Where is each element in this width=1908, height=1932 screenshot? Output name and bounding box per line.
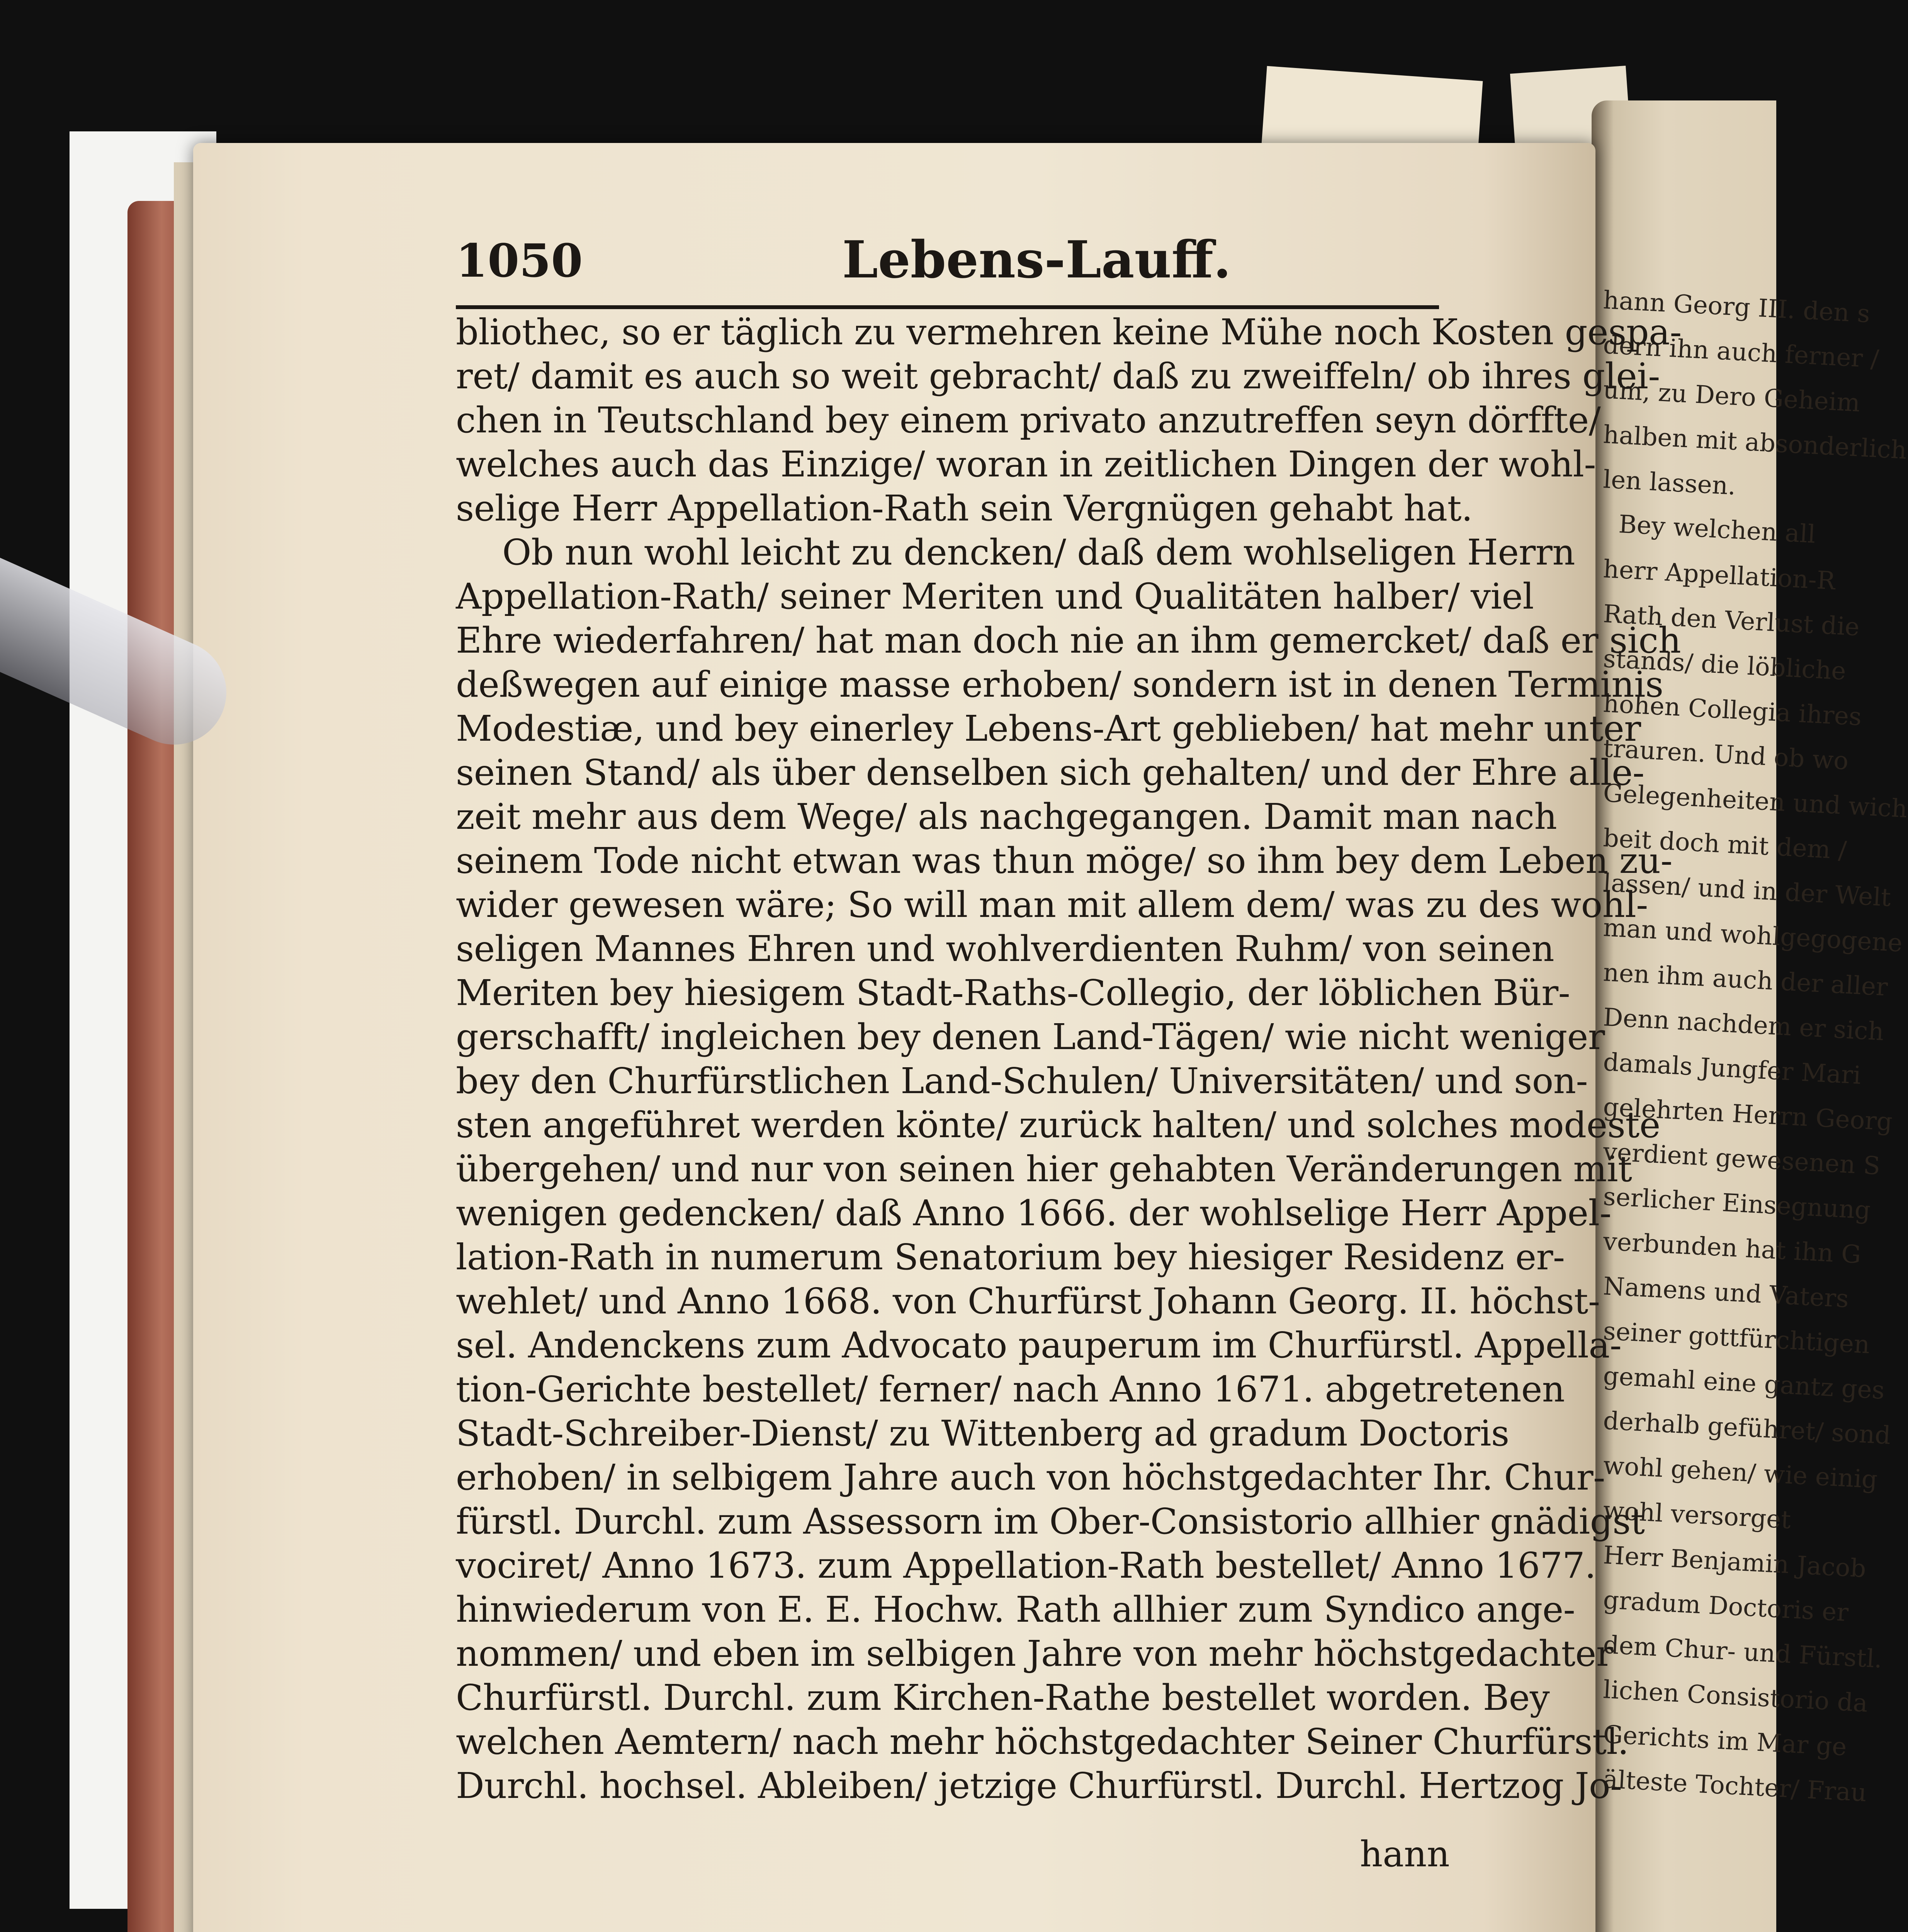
facing-text-line: Gelegenheiten und wich	[1602, 779, 1908, 824]
facing-text-line: stands/ die löbliche	[1602, 645, 1847, 686]
facing-text-line: Bey welchen all	[1618, 510, 1816, 549]
text-line: sten angeführet werden könte/ zurück halten/ und solches modeste	[456, 1104, 1660, 1146]
facing-text-line: wohl versorget	[1602, 1496, 1792, 1535]
facing-text-line: um, zu Dero Geheim	[1602, 376, 1861, 418]
page-number: 1050	[456, 234, 583, 287]
text-line: übergehen/ und nur von seinen hier gehabten Veränderungen mit	[456, 1148, 1632, 1190]
text-line: fürstl. Durchl. zum Assessorn im Ober-Consistorio allhier gnädigst	[456, 1501, 1645, 1542]
facing-text-line: man und wohlgegogene	[1602, 913, 1903, 958]
facing-text-line: serlicher Einsegnung	[1602, 1182, 1871, 1225]
facing-text-line: gradum Doctoris er	[1602, 1586, 1849, 1628]
running-head: Lebens-Lauff.	[842, 230, 1231, 290]
facing-text-line: hann Georg III. den s	[1602, 286, 1871, 329]
facing-text-line: dern ihn auch ferner /	[1602, 331, 1880, 374]
text-line: Ehre wiederfahren/ hat man doch nie an ihm gemercket/ daß er sich	[456, 620, 1681, 661]
text-line: bey den Churfürstlichen Land-Schulen/ Universitäten/ und son-	[456, 1060, 1588, 1102]
facing-text-line: Gerichts im Mar ge	[1602, 1720, 1848, 1762]
text-line: Appellation-Rath/ seiner Meriten und Qualitäten halber/ viel	[456, 576, 1534, 617]
facing-text-line: gelehrten Herrn Georg	[1602, 1093, 1893, 1137]
facing-text-line: seiner gottfürchtigen	[1602, 1317, 1871, 1360]
header-rule	[456, 305, 1439, 309]
facing-text-line: lassen/ und in der Welt	[1602, 869, 1892, 912]
facing-text-line: lichen Consistorio da	[1602, 1675, 1869, 1718]
text-line: tion-Gerichte bestellet/ ferner/ nach Anno 1671. abgetretenen	[456, 1369, 1565, 1410]
facing-text-line: wohl gehen/ wie einig	[1602, 1451, 1878, 1495]
text-line: deßwegen auf einige masse erhoben/ sondern ist in denen Terminis	[456, 664, 1663, 705]
text-line: seinem Tode nicht etwan was thun möge/ so ihm bey dem Leben zu-	[456, 840, 1672, 881]
text-line: welchen Aemtern/ nach mehr höchstgedachter Seiner Churfürstl.	[456, 1721, 1629, 1762]
facing-text-line: Rath den Verlust die	[1602, 600, 1860, 642]
facing-text-line: beit doch mit dem /	[1602, 824, 1848, 865]
facing-text-line: herr Appellation-R	[1602, 555, 1836, 596]
text-line: Stadt-Schreiber-Dienst/ zu Wittenberg ad gradum Doctoris	[456, 1413, 1509, 1454]
text-line: bliothec, so er täglich zu vermehren keine Mühe noch Kosten gespa-	[456, 311, 1682, 353]
text-line: Durchl. hochsel. Ableiben/ jetzige Churfürstl. Durchl. Hertzog Jo-	[456, 1765, 1622, 1806]
text-line: erhoben/ in selbigem Jahre auch von höchstgedachter Ihr. Chur-	[456, 1457, 1605, 1498]
facing-text-line: verdient gewesenen S	[1602, 1138, 1881, 1181]
text-line: wenigen gedencken/ daß Anno 1666. der wohlselige Herr Appel-	[456, 1192, 1611, 1234]
facing-text-line: älteste Tochter/ Frau	[1602, 1765, 1867, 1808]
text-line: selige Herr Appellation-Rath sein Vergnügen gehabt hat.	[456, 488, 1473, 529]
catchword: hann	[1360, 1833, 1450, 1875]
facing-text-line: derhalb geführet/ sond	[1602, 1406, 1892, 1450]
facing-text-line: verbunden hat ihn G	[1602, 1227, 1862, 1269]
facing-text-line: Herr Benjamin Jacob	[1602, 1541, 1867, 1583]
text-line: Modestiæ, und bey einerley Lebens-Art geblieben/ hat mehr unter	[456, 708, 1641, 749]
text-line: sel. Andenckens zum Advocato pauperum im Churfürstl. Appella-	[456, 1325, 1622, 1366]
text-line: zeit mehr aus dem Wege/ als nachgegangen. Damit man nach	[456, 796, 1557, 837]
text-line: lation-Rath in numerum Senatorium bey hiesiger Residenz er-	[456, 1236, 1565, 1278]
text-line: nommen/ und eben im selbigen Jahre von mehr höchstgedachter	[456, 1633, 1613, 1674]
facing-text-line: hohen Collegia ihres	[1602, 689, 1862, 731]
text-line: gerschafft/ ingleichen bey denen Land-Tägen/ wie nicht weniger	[456, 1016, 1605, 1058]
text-line: vociret/ Anno 1673. zum Appellation-Rath bestellet/ Anno 1677.	[456, 1545, 1596, 1586]
text-line: Meriten bey hiesigem Stadt-Raths-Collegio, der löblichen Bür-	[456, 972, 1570, 1014]
text-line: hinwiederum von E. E. Hochw. Rath allhier zum Syndico ange-	[456, 1589, 1575, 1630]
text-line: seinen Stand/ als über denselben sich gehalten/ und der Ehre alle-	[456, 752, 1645, 793]
page-header	[456, 226, 1429, 303]
text-line: wider gewesen wäre; So will man mit allem dem/ was zu des wohl-	[456, 884, 1648, 925]
facing-text-line: Namens und Vaters	[1602, 1272, 1850, 1314]
facing-text-line: nen ihm auch der aller	[1602, 958, 1889, 1002]
text-line: chen in Teutschland bey einem privato anzutreffen seyn dörffte/	[456, 400, 1601, 441]
facing-text-line: halben mit absonderlich	[1602, 420, 1908, 465]
text-line: Ob nun wohl leicht zu dencken/ daß dem wohlseligen Herrn	[502, 532, 1575, 573]
facing-text-line: trauren. Und ob wo	[1602, 734, 1849, 776]
facing-text-line: damals Jungfer Mari	[1602, 1048, 1862, 1090]
facing-text-line: dem Chur- und Fürstl.	[1602, 1631, 1883, 1674]
facing-text-line: Denn nachdem er sich	[1602, 1003, 1885, 1047]
facing-text-line: len lassen.	[1602, 465, 1737, 501]
text-line: wehlet/ und Anno 1668. von Churfürst Johann Georg. II. höchst-	[456, 1281, 1600, 1322]
text-line: Churfürstl. Durchl. zum Kirchen-Rathe bestellet worden. Bey	[456, 1677, 1550, 1718]
text-line: welches auch das Einzige/ woran in zeitlichen Dingen der wohl-	[456, 444, 1596, 485]
text-line: seligen Mannes Ehren und wohlverdienten Ruhm/ von seinen	[456, 928, 1555, 969]
text-line: ret/ damit es auch so weit gebracht/ daß zu zweiffeln/ ob ihres glei-	[456, 355, 1660, 397]
facing-text-line: gemahl eine gantz ges	[1602, 1362, 1886, 1405]
